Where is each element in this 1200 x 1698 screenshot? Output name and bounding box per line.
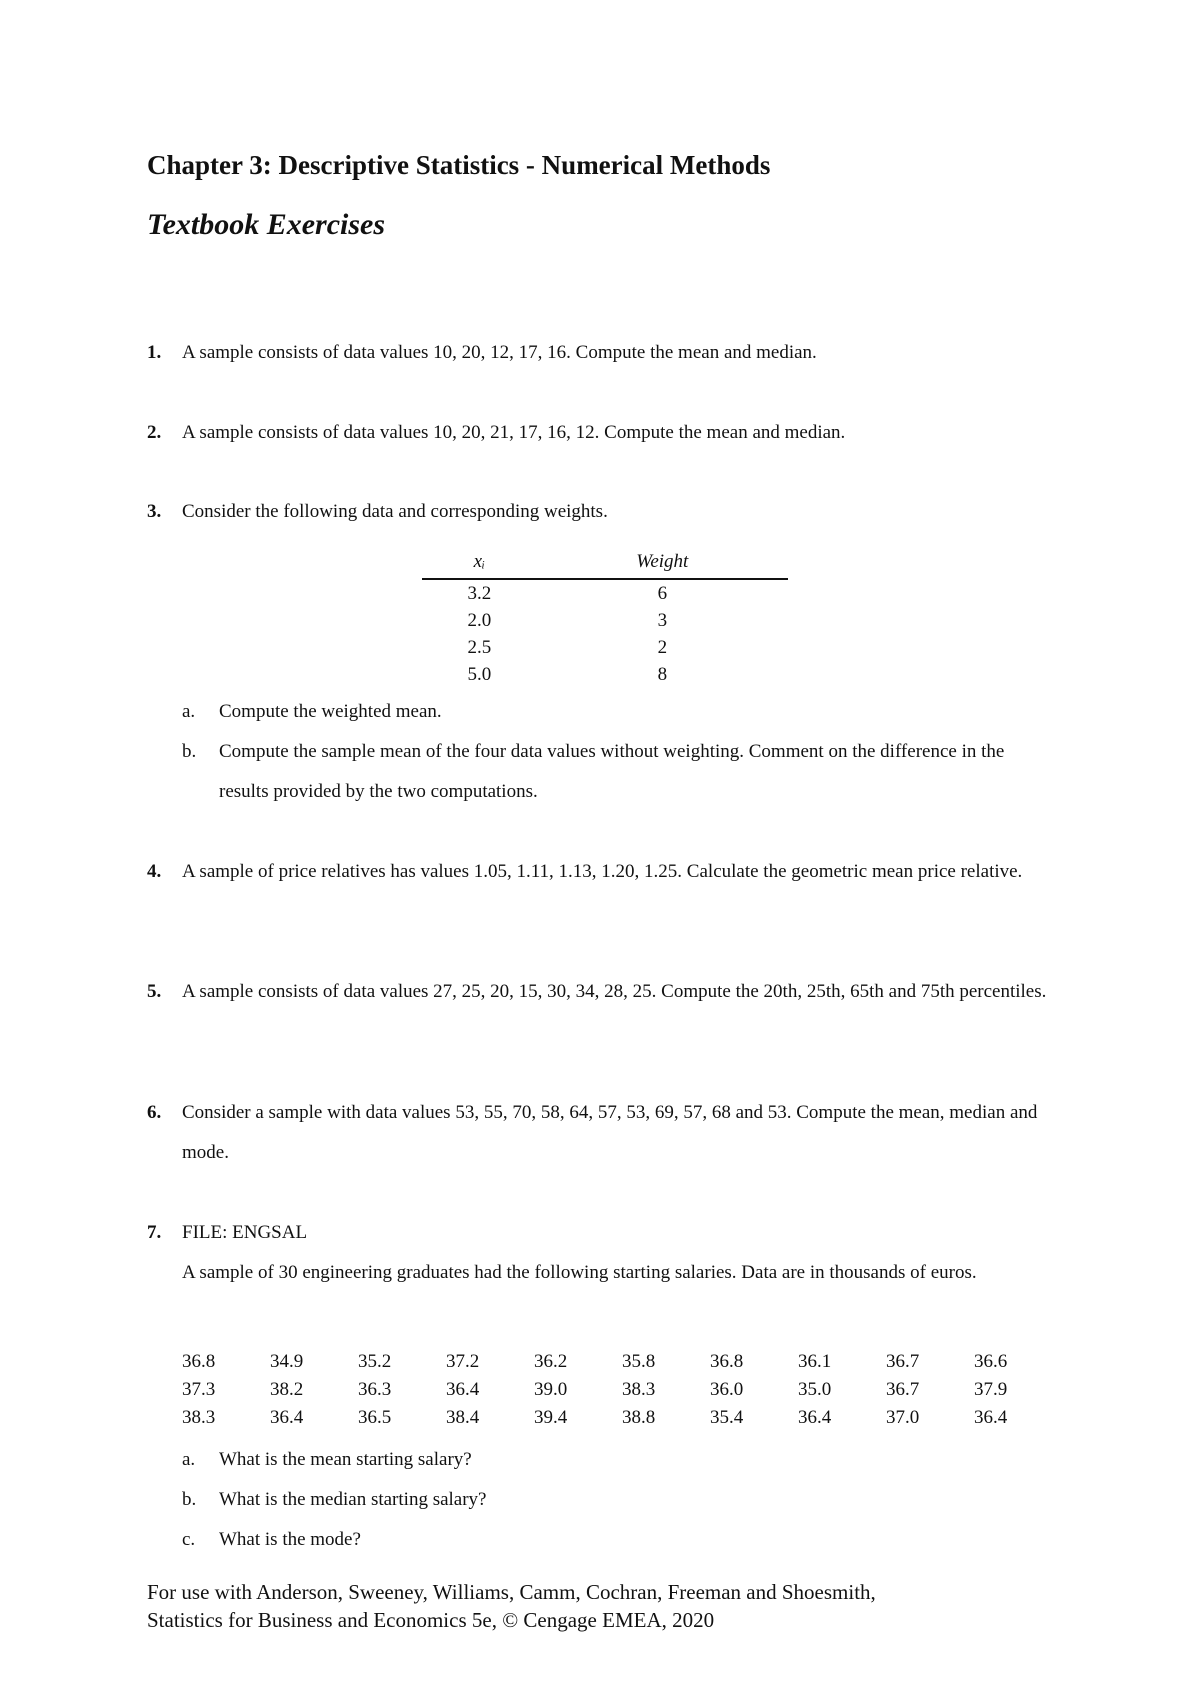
question-text: A sample consists of data values 10, 20, 12, 17, 16. Compute the mean and median. <box>182 342 817 363</box>
salary-cell: 35.4 <box>710 1407 744 1428</box>
salary-cell: 38.4 <box>446 1407 480 1428</box>
table-cell: 6 <box>657 582 668 604</box>
question-text: A sample consists of data values 10, 20, 21, 17, 16, 12. Compute the mean and median. <box>182 422 846 443</box>
salaries-table <box>182 1348 1062 1432</box>
salary-cell: 35.8 <box>622 1351 656 1372</box>
salary-cell: 36.6 <box>974 1351 1008 1372</box>
chapter-title: Chapter 3: Descriptive Statistics - Numerical Methods <box>147 150 771 180</box>
part-letter: b. <box>182 1489 197 1510</box>
table-cell: 2.5 <box>467 636 492 658</box>
salary-cell: 35.0 <box>798 1379 832 1400</box>
salary-cell: 37.2 <box>446 1351 480 1372</box>
part-text: Compute the sample mean of the four data values without weighting. Comment on the difference in the results provided by the two computations. <box>219 741 1005 802</box>
question-number: 2. <box>147 422 162 443</box>
salary-cell: 36.8 <box>182 1351 216 1372</box>
salary-cell: 36.3 <box>358 1379 392 1400</box>
salary-cell: 36.4 <box>446 1379 480 1400</box>
salary-cell: 37.3 <box>182 1379 216 1400</box>
salary-cell: 36.7 <box>886 1351 920 1372</box>
salary-cell: 38.2 <box>270 1379 304 1400</box>
footer-citation <box>147 1578 876 1634</box>
question-number: 4. <box>147 861 162 882</box>
table-cell: 3.2 <box>467 582 492 604</box>
question-text: Consider a sample with data values 53, 55, 70, 58, 64, 57, 53, 69, 57, 68 and 53. Compute the mean, median and mode. <box>182 1102 1038 1163</box>
question-number: 6. <box>147 1102 162 1123</box>
part-letter: b. <box>182 741 197 762</box>
salary-cell: 36.1 <box>798 1351 832 1372</box>
column-header-xi: xᵢ <box>422 548 537 579</box>
question-4 <box>147 852 1067 892</box>
part-letter: a. <box>182 1449 196 1470</box>
footer-line: Statistics for Business and Economics 5e, © Cengage EMEA, 2020 <box>147 1608 715 1632</box>
salary-cell: 36.5 <box>358 1407 392 1428</box>
column-header-weight: Weight <box>537 548 788 579</box>
question-6 <box>147 1093 1067 1173</box>
file-label: FILE: ENGSAL <box>182 1222 308 1243</box>
table-cell: 8 <box>657 663 668 685</box>
salary-cell: 36.8 <box>710 1351 744 1372</box>
salary-cell: 36.4 <box>270 1407 304 1428</box>
question-number: 3. <box>147 501 162 522</box>
salary-cell: 35.2 <box>358 1351 392 1372</box>
question-7-part-b <box>182 1480 1042 1520</box>
salary-cell: 36.2 <box>534 1351 568 1372</box>
table-row <box>422 579 788 607</box>
section-subtitle: Textbook Exercises <box>147 208 386 241</box>
question-number: 7. <box>147 1222 162 1243</box>
question-text: A sample consists of data values 27, 25, 20, 15, 30, 34, 28, 25. Compute the 20th, 25th, 65th and 75th percentiles. <box>182 981 1047 1002</box>
salary-cell: 36.0 <box>710 1379 744 1400</box>
question-text: Consider the following data and corresponding weights. <box>182 501 608 522</box>
table-cell: 5.0 <box>467 663 492 685</box>
table-row <box>422 607 788 634</box>
question-text: A sample of price relatives has values 1.05, 1.11, 1.13, 1.20, 1.25. Calculate the geometric mean price relative. <box>182 861 1023 882</box>
table-header-row <box>422 548 788 579</box>
question-3-part-b <box>182 732 1042 812</box>
question-2 <box>147 413 1067 453</box>
part-text: What is the mode? <box>219 1529 361 1550</box>
part-letter: a. <box>182 701 196 722</box>
question-5 <box>147 972 1067 1012</box>
table-row <box>182 1376 1062 1404</box>
table-cell: 2 <box>657 636 668 658</box>
salary-cell: 34.9 <box>270 1351 304 1372</box>
table-cell: 3 <box>657 609 668 631</box>
question-3-part-a <box>182 692 1042 732</box>
salary-cell: 36.4 <box>798 1407 832 1428</box>
footer-line: For use with Anderson, Sweeney, Williams, Camm, Cochran, Freeman and Shoesmith, <box>147 1580 876 1604</box>
part-text: What is the mean starting salary? <box>219 1449 472 1470</box>
question-7-part-c <box>182 1520 1042 1560</box>
table-row <box>182 1348 1062 1376</box>
table-cell: 2.0 <box>467 609 492 631</box>
question-7-part-a <box>182 1440 1042 1480</box>
salary-cell: 36.7 <box>886 1379 920 1400</box>
part-letter: c. <box>182 1529 196 1550</box>
question-1 <box>147 333 1067 373</box>
question-text: A sample of 30 engineering graduates had the following starting salaries. Data are in thousands of euros. <box>182 1262 977 1283</box>
salary-cell: 38.8 <box>622 1407 656 1428</box>
table-row <box>422 634 788 661</box>
table-row <box>422 661 788 688</box>
salary-cell: 38.3 <box>182 1407 216 1428</box>
question-number: 5. <box>147 981 162 1002</box>
salary-cell: 38.3 <box>622 1379 656 1400</box>
part-text: Compute the weighted mean. <box>219 701 442 722</box>
table-row <box>182 1404 1062 1432</box>
salary-cell: 39.4 <box>534 1407 568 1428</box>
salary-cell: 37.0 <box>886 1407 920 1428</box>
salary-cell: 39.0 <box>534 1379 568 1400</box>
question-number: 1. <box>147 342 162 363</box>
salary-cell: 37.9 <box>974 1379 1008 1400</box>
part-text: What is the median starting salary? <box>219 1489 487 1510</box>
question-7 <box>147 1213 1067 1293</box>
weights-table <box>422 548 788 688</box>
question-3 <box>147 492 1067 532</box>
salary-cell: 36.4 <box>974 1407 1008 1428</box>
